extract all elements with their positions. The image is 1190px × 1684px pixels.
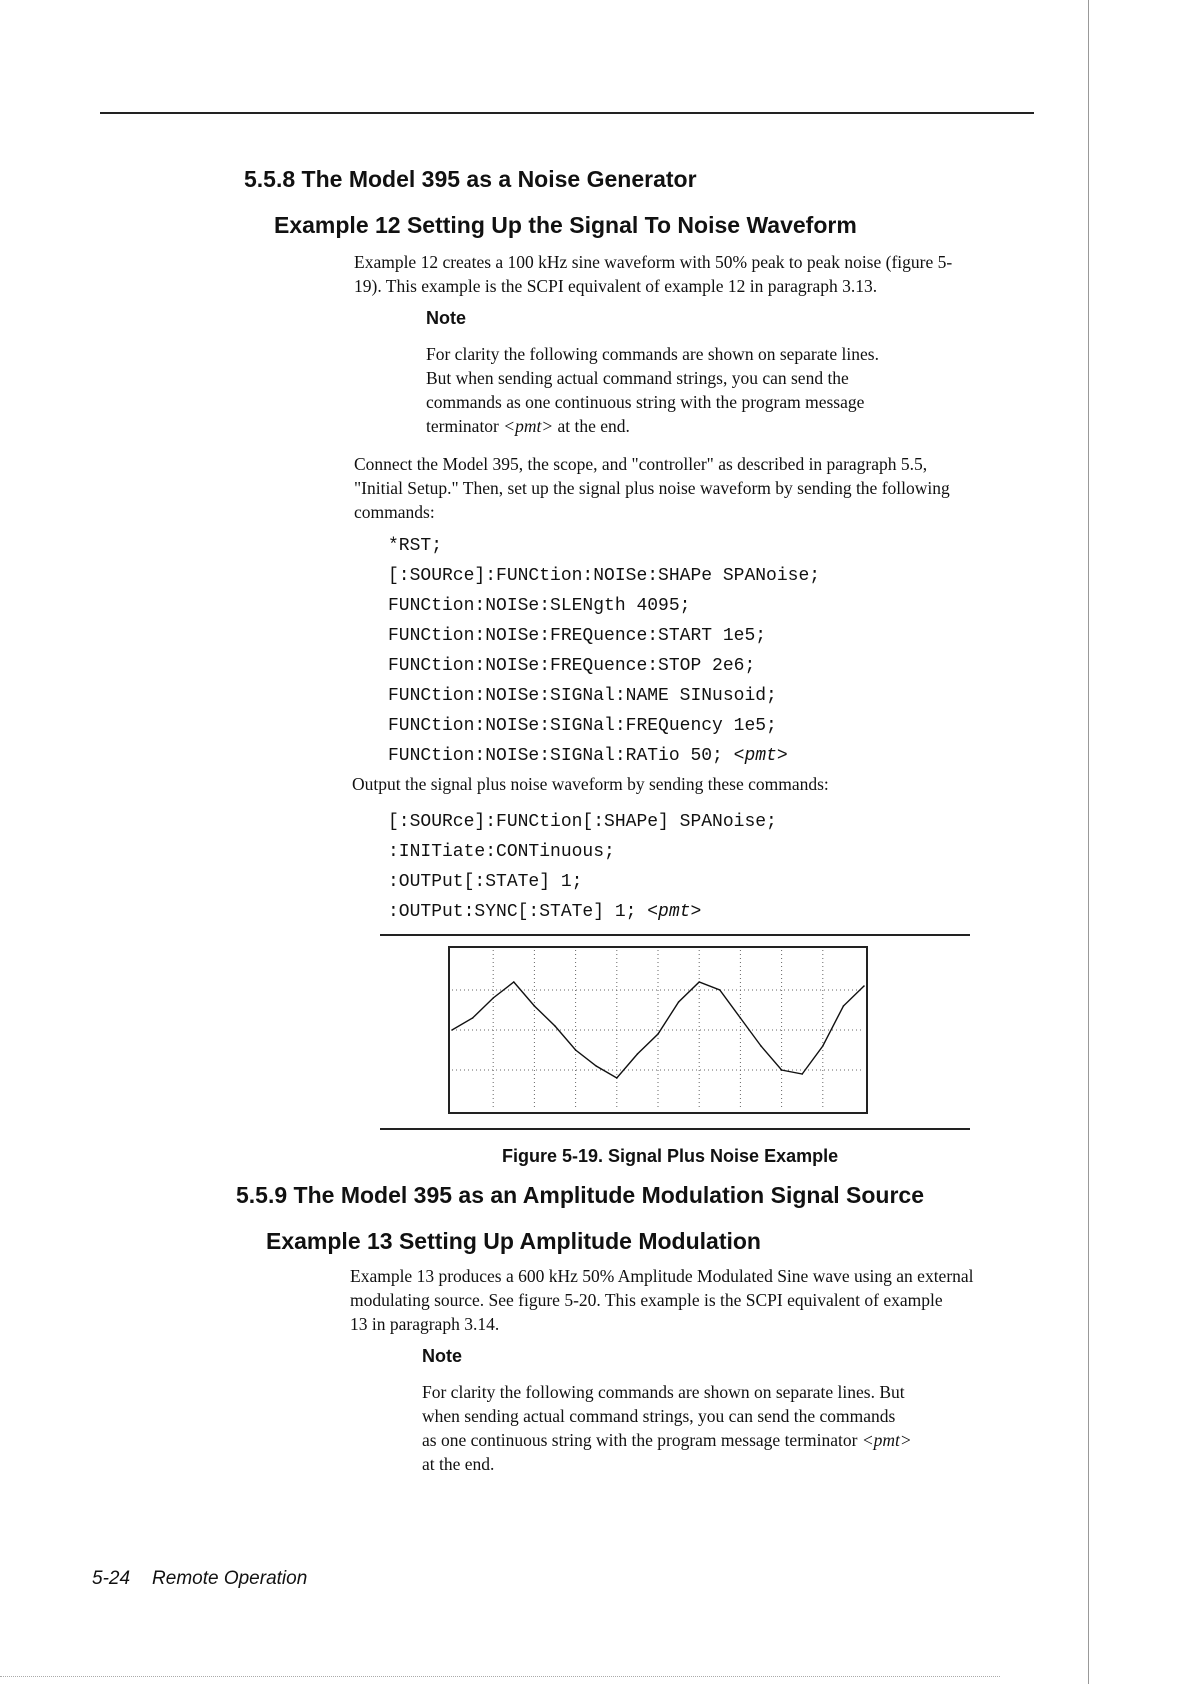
trace-point: [534, 1005, 536, 1007]
note-title: Note: [426, 308, 466, 328]
connect-paragraph: [354, 452, 950, 524]
example-13-heading: Example 13 Setting Up Amplitude Modulation: [266, 1228, 761, 1254]
note-line: For clarity the following commands are shown on separate lines.: [426, 344, 879, 364]
trace-point: [678, 1001, 680, 1003]
trace-point: [637, 1053, 639, 1055]
example-13-intro: [350, 1264, 974, 1336]
note-line: commands as one continuous string with the program message: [426, 392, 865, 412]
chapter-title: Remote Operation: [152, 1568, 308, 1589]
trace-point: [843, 1005, 845, 1007]
output-command-line-final: :OUTPut:SYNC[:STATe] 1; <pmt>: [388, 902, 702, 922]
page-number: 5-24: [92, 1568, 131, 1589]
trace-point: [740, 1017, 742, 1019]
example-12-heading: Example 12 Setting Up the Signal To Noise Waveform: [274, 212, 857, 238]
setup-command-line: FUNCtion:NOISe:FREQuence:STOP 2e6;: [388, 656, 756, 676]
section-5-5-9-heading: 5.5.9 The Model 395 as an Amplitude Modulation Signal Source: [236, 1182, 925, 1208]
output-command-line: [:SOURce]:FUNCtion[:SHAPe] SPANoise;: [388, 812, 777, 832]
page-edge-line: [1088, 0, 1089, 1684]
figure-caption: Figure 5-19. Signal Plus Noise Example: [502, 1146, 839, 1166]
trace-point: [822, 1045, 824, 1047]
note-line: as one continuous string with the program message terminator <pmt>: [422, 1430, 912, 1450]
connect-line: "Initial Setup." Then, set up the signal plus noise waveform by sending the following: [354, 478, 950, 498]
page-footer: [92, 1568, 307, 1590]
note-line: For clarity the following commands are shown on separate lines. But: [422, 1382, 905, 1402]
trace-point: [513, 981, 515, 983]
trace-point: [801, 1073, 803, 1075]
header-rule: [100, 112, 1034, 114]
trace-point: [492, 997, 494, 999]
intro-line: modulating source. See figure 5-20. This example is the SCPI equivalent of example: [350, 1290, 943, 1310]
intro-line: 19). This example is the SCPI equivalent of example 12 in paragraph 3.13.: [354, 276, 878, 296]
trace-point: [781, 1069, 783, 1071]
connect-line: commands:: [354, 502, 435, 522]
note-line: at the end.: [422, 1454, 495, 1474]
setup-command-line: FUNCtion:NOISe:SIGNal:NAME SINusoid;: [388, 686, 777, 706]
setup-command-line-final: FUNCtion:NOISe:SIGNal:RATio 50; <pmt>: [388, 746, 788, 766]
note-line: terminator <pmt> at the end.: [426, 416, 630, 436]
trace-point: [760, 1045, 762, 1047]
setup-command-line: [:SOURce]:FUNCtion:NOISe:SHAPe SPANoise;: [388, 566, 821, 586]
trace-point: [554, 1025, 556, 1027]
trace-point: [472, 1017, 474, 1019]
output-command-line: :OUTPut[:STATe] 1;: [388, 872, 583, 892]
trace-point: [595, 1065, 597, 1067]
figure-top-rule: [380, 934, 970, 936]
trace-point: [451, 1029, 453, 1031]
figure-bottom-rule: [380, 1128, 970, 1130]
output-command-line: :INITiate:CONTinuous;: [388, 842, 615, 862]
note-body: [426, 342, 879, 438]
note-title: Note: [422, 1346, 462, 1366]
note-line: But when sending actual command strings, you can send the: [426, 368, 849, 388]
setup-command-line: FUNCtion:NOISe:FREQuence:START 1e5;: [388, 626, 767, 646]
connect-line: Connect the Model 395, the scope, and "controller" as described in paragraph 5.5,: [354, 454, 928, 474]
trace-point: [698, 981, 700, 983]
trace-point: [575, 1049, 577, 1051]
intro-line: 13 in paragraph 3.14.: [350, 1314, 500, 1334]
intro-line: Example 13 produces a 600 kHz 50% Amplitude Modulated Sine wave using an external: [350, 1266, 974, 1286]
trace-point: [657, 1033, 659, 1035]
trace-point: [719, 989, 721, 991]
intro-line: Example 12 creates a 100 kHz sine waveform with 50% peak to peak noise (figure 5-: [354, 252, 953, 272]
example-12-intro: [354, 250, 952, 298]
note-line: when sending actual command strings, you can send the commands: [422, 1406, 896, 1426]
scope-display: [448, 946, 868, 1114]
output-instruction: Output the signal plus noise waveform by sending these commands:: [352, 774, 829, 794]
section-5-5-8-heading: 5.5.8 The Model 395 as a Noise Generator: [244, 166, 697, 192]
trace-point: [616, 1077, 618, 1079]
scan-edge: [0, 1676, 1000, 1677]
setup-command-line: *RST;: [388, 536, 443, 556]
note-body: [422, 1380, 912, 1476]
setup-command-line: FUNCtion:NOISe:SIGNal:FREQuency 1e5;: [388, 716, 777, 736]
trace-point: [863, 985, 865, 987]
setup-command-line: FUNCtion:NOISe:SLENgth 4095;: [388, 596, 691, 616]
